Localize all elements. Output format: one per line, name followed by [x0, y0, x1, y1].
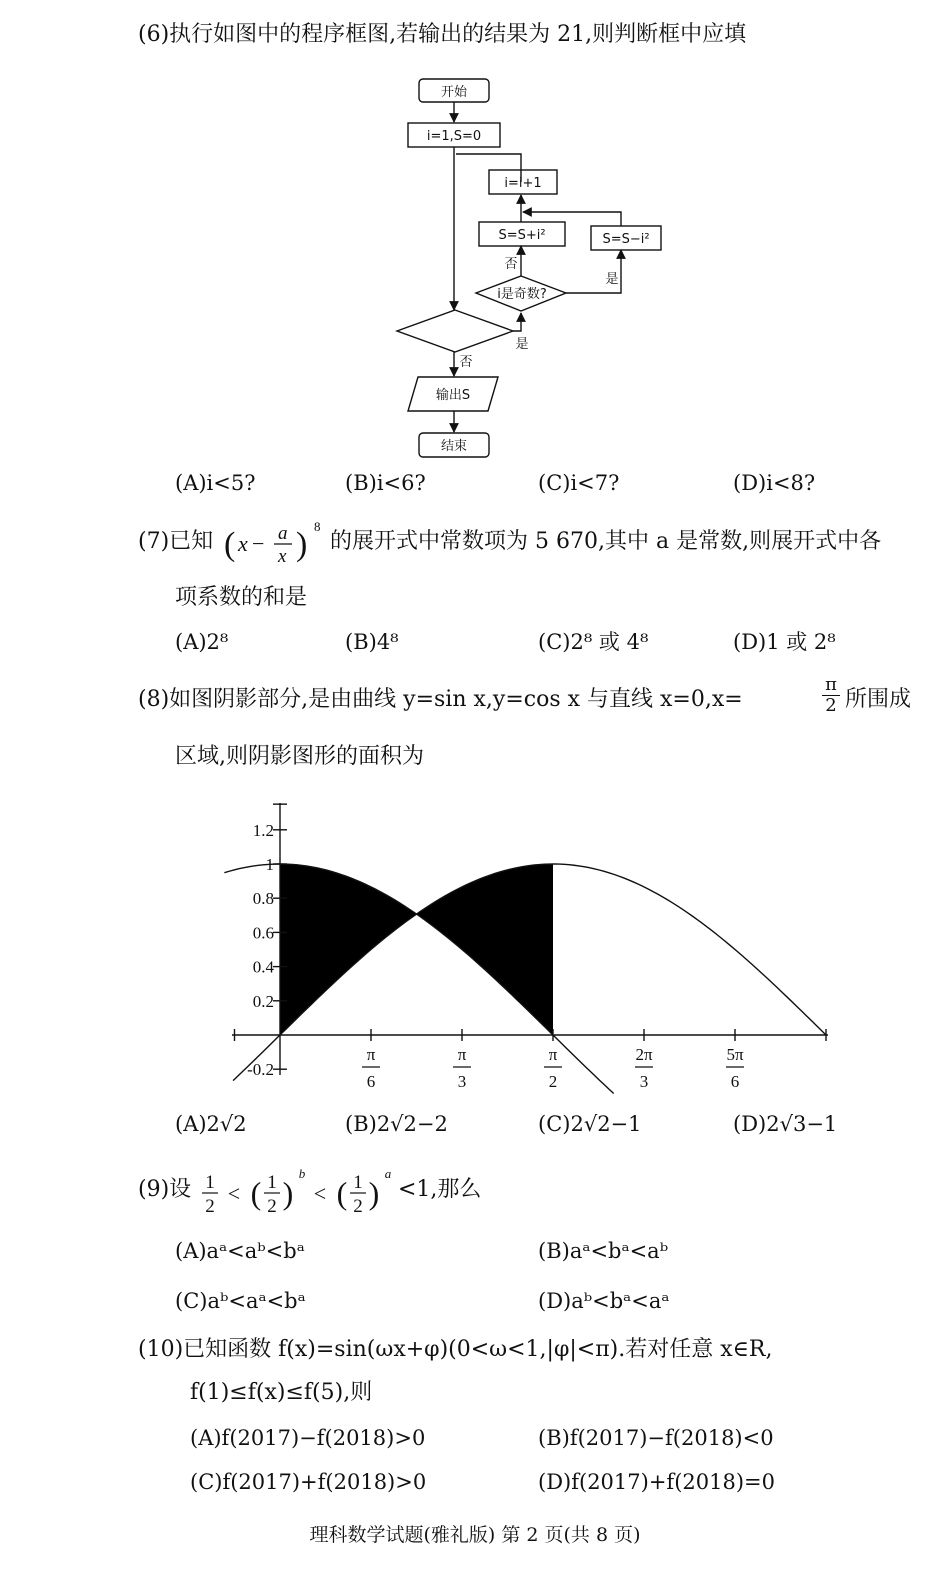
fc-s-plus: S=S+i² — [498, 228, 546, 243]
q9-option-b[interactable]: (B)aᵃ<bᵃ<aᵇ — [538, 1239, 669, 1263]
q7-option-b[interactable]: (B)4⁸ — [345, 630, 399, 654]
q10-line1: (10)已知函数 f(x)=sin(ωx+φ)(0<ω<1,|φ|<π).若对任意 x∈R, — [138, 1337, 773, 1362]
svg-text:<: < — [313, 1181, 327, 1206]
fc-yes-2: 是 — [515, 337, 529, 352]
q6-option-c[interactable]: (C)i<7? — [538, 471, 620, 495]
x-tick-label-num: π — [457, 1045, 467, 1064]
x-tick-label-num: π — [548, 1045, 558, 1064]
fc-start: 开始 — [440, 85, 468, 100]
q7-line2: 项系数的和是 — [175, 585, 308, 610]
q6-option-a[interactable]: (A)i<5? — [175, 471, 256, 495]
page-footer: 理科数学试题(雅礼版) 第 2 页(共 8 页) — [309, 1524, 641, 1546]
fc-s-minus: S=S−i² — [602, 232, 650, 247]
q7-option-a[interactable]: (A)2⁸ — [175, 630, 229, 654]
x-tick-label-den: 2 — [548, 1072, 558, 1091]
q10-option-b[interactable]: (B)f(2017)−f(2018)<0 — [538, 1426, 774, 1450]
svg-text:a: a — [278, 523, 288, 544]
q9-option-d[interactable]: (D)aᵇ<bᵃ<aᵃ — [538, 1289, 670, 1313]
svg-text:(: ( — [224, 526, 236, 563]
svg-text:1: 1 — [267, 1172, 277, 1193]
q7-expression — [222, 513, 342, 573]
q9-option-a[interactable]: (A)aᵃ<aᵇ<bᵃ — [175, 1239, 305, 1263]
q7-option-c[interactable]: (C)2⁸ 或 4⁸ — [538, 630, 649, 654]
fc-no-1: 否 — [504, 257, 518, 272]
svg-text:(: ( — [336, 1175, 348, 1211]
q6-stem: (6)执行如图中的程序框图,若输出的结果为 21,则判断框中应填 — [138, 22, 747, 47]
fc-yes-1: 是 — [605, 272, 619, 287]
shaded-region — [280, 864, 553, 1035]
x-tick-label-num: 2π — [635, 1045, 653, 1064]
q7-stem-a: (7)已知 — [138, 529, 214, 554]
q8-option-a[interactable]: (A)2√2 — [175, 1112, 247, 1136]
svg-text:−: − — [252, 531, 265, 556]
svg-text:8: 8 — [314, 519, 321, 534]
svg-text:2: 2 — [353, 1196, 363, 1217]
q8-line2: 区域,则阴影图形的面积为 — [175, 744, 424, 769]
fc-output: 输出S — [435, 388, 471, 403]
q8-option-b[interactable]: (B)2√2−2 — [345, 1112, 448, 1136]
q6-flowchart — [0, 0, 950, 470]
svg-text:): ) — [296, 526, 308, 563]
q10-option-c[interactable]: (C)f(2017)+f(2018)>0 — [190, 1470, 427, 1494]
x-tick-label-den: 3 — [639, 1072, 649, 1091]
x-tick-label-den: 3 — [457, 1072, 467, 1091]
svg-text:1: 1 — [353, 1172, 363, 1193]
fc-end: 结束 — [440, 439, 468, 454]
q8-graph — [0, 795, 950, 1095]
fc-no-2: 否 — [459, 355, 473, 370]
q8-stem-b: 所围成 — [845, 687, 912, 712]
svg-text:): ) — [368, 1175, 380, 1211]
fc-cond: i是奇数? — [497, 287, 547, 302]
svg-text:b: b — [298, 1166, 306, 1181]
svg-text:x: x — [238, 531, 248, 556]
q10-option-d[interactable]: (D)f(2017)+f(2018)=0 — [538, 1470, 775, 1494]
q6-option-d[interactable]: (D)i<8? — [733, 471, 816, 495]
fc-inc: i=i+1 — [504, 176, 542, 191]
q9-option-c[interactable]: (C)aᵇ<aᵃ<bᵃ — [175, 1289, 306, 1313]
q7-option-d[interactable]: (D)1 或 2⁸ — [733, 630, 836, 654]
x-tick-label-den: 6 — [366, 1072, 376, 1091]
x-tick-label-den: 6 — [730, 1072, 740, 1091]
svg-text:(: ( — [250, 1175, 262, 1211]
q7-stem-b: 的展开式中常数项为 5 670,其中 a 是常数,则展开式中各 — [330, 529, 882, 554]
svg-text:a: a — [384, 1166, 392, 1181]
y-tick-label: -0.2 — [247, 1060, 274, 1080]
svg-text:2: 2 — [205, 1196, 215, 1217]
y-tick-label: 0.6 — [252, 923, 274, 943]
q10-option-a[interactable]: (A)f(2017)−f(2018)>0 — [190, 1426, 426, 1450]
q10-line2: f(1)≤f(x)≤f(5),则 — [190, 1380, 373, 1405]
svg-text:): ) — [282, 1175, 294, 1211]
y-tick-label: 0.8 — [252, 889, 274, 909]
q9-stem-b: <1,那么 — [398, 1177, 482, 1202]
x-tick-label-num: π — [366, 1045, 376, 1064]
y-tick-label: 0.4 — [252, 957, 274, 977]
q9-stem-a: (9)设 — [138, 1177, 192, 1202]
x-tick-label-num: 5π — [726, 1045, 744, 1064]
q6-option-b[interactable]: (B)i<6? — [345, 471, 426, 495]
q8-frac: π 2 — [822, 675, 840, 716]
q8-stem-a: (8)如图阴影部分,是由曲线 y=sin x,y=cos x 与直线 x=0,x= — [138, 687, 743, 712]
y-tick-label: 1 — [265, 855, 274, 874]
q8-option-d[interactable]: (D)2√3−1 — [733, 1112, 838, 1136]
fc-init: i=1,S=0 — [426, 129, 482, 144]
y-tick-label: 1.2 — [252, 820, 274, 840]
svg-text:1: 1 — [205, 1172, 215, 1193]
svg-text:<: < — [227, 1181, 241, 1206]
y-tick-label: 0.2 — [252, 991, 274, 1011]
svg-text:x: x — [278, 546, 287, 567]
q8-option-c[interactable]: (C)2√2−1 — [538, 1112, 642, 1136]
svg-text:2: 2 — [267, 1196, 277, 1217]
